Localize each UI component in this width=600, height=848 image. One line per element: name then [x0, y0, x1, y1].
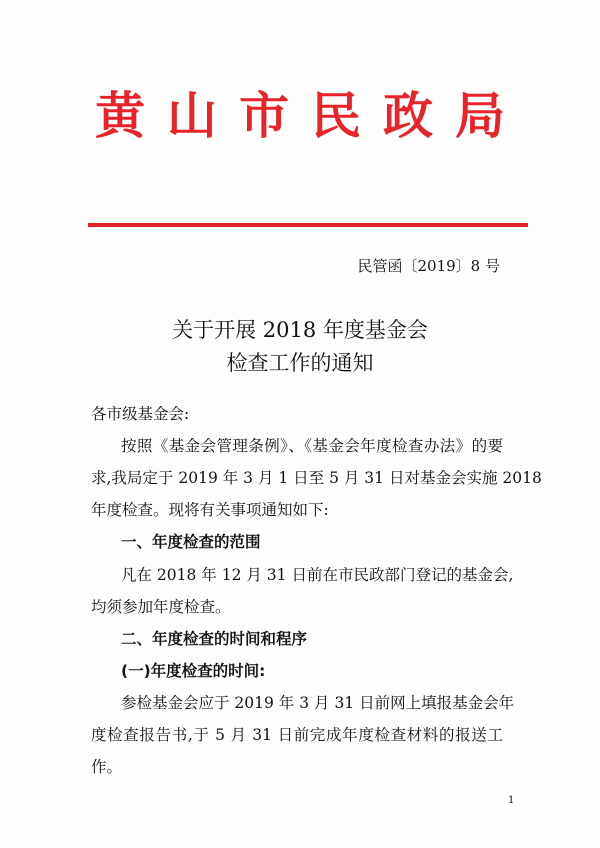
document-title-line-1: 关于开展 2018 年度基金会 [172, 318, 428, 342]
section-1-heading: 一、年度检查的范围 [121, 533, 261, 551]
section-1-line-1: 凡在 2018 年 12 月 31 日前在市民政部门登记的基金会, [121, 566, 514, 584]
intro-line-1: 按照《基金会管理条例》、《基金会年度检查办法》的要 [121, 437, 503, 455]
section-2-sub-1-line-2: 度检查报告书,于 5 月 31 日前完成年度检查材料的报送工 [91, 726, 503, 744]
section-2-heading: 二、年度检查的时间和程序 [121, 630, 308, 648]
section-1-line-2: 均须参加年度检查。 [91, 598, 231, 616]
page-number: 1 [508, 795, 515, 806]
salutation: 各市级基金会: [91, 405, 190, 423]
section-2-sub-1-line-3: 作。 [91, 758, 123, 776]
intro-line-2: 求,我局定于 2019 年 3 月 1 日至 5 月 31 日对基金会实施 2018 [91, 469, 542, 487]
document-title-line-2: 检查工作的通知 [226, 351, 374, 375]
document-number: 民管函〔2019〕8 号 [357, 257, 500, 275]
section-2-sub-1-line-1: 参检基金会应于 2019 年 3 月 31 日前网上填报基金会年 [121, 694, 515, 712]
intro-line-3: 年度检查。现将有关事项通知如下: [91, 501, 329, 519]
red-divider-line [88, 223, 528, 227]
section-2-subsection-1-heading: (一)年度检查的时间: [121, 662, 266, 680]
masthead-org-name: 黄山市民政局 [95, 87, 527, 145]
